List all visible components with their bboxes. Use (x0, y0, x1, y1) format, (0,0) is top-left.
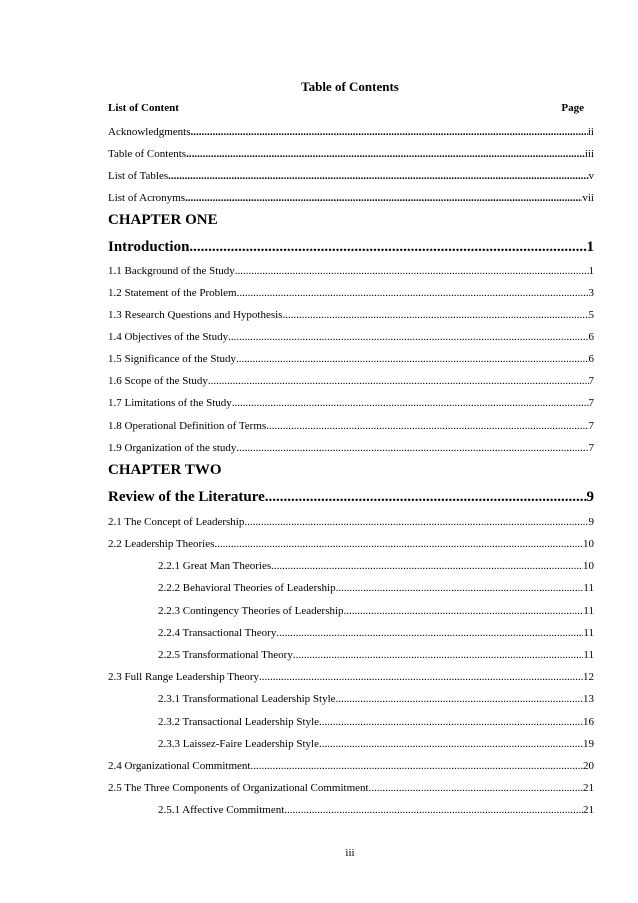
toc-entry-label: Acknowledgments (108, 126, 191, 138)
dot-leader (293, 648, 584, 662)
toc-entry-page: 11 (583, 627, 594, 639)
chapter-two-heading: CHAPTER TWO (108, 462, 222, 478)
toc-header-right: Page (561, 102, 584, 114)
dot-leader (250, 759, 583, 773)
toc-entry-page: 7 (588, 420, 594, 432)
toc-entry-page: 6 (588, 331, 594, 343)
toc-entry-label: 2.3.3 Laissez-Faire Leadership Style (158, 738, 319, 750)
toc-entry[interactable] (108, 330, 594, 344)
toc-entry-label: 2.3 Full Range Leadership Theory (108, 671, 260, 683)
toc-entry[interactable] (158, 648, 594, 662)
toc-entry-page: ii (587, 126, 594, 138)
toc-entry-page: v (588, 170, 594, 182)
toc-entry-label: 2.2.3 Contingency Theories of Leadership (158, 605, 344, 617)
toc-entry[interactable] (158, 559, 594, 573)
toc-entry[interactable] (108, 759, 594, 773)
toc-entry[interactable] (108, 374, 594, 388)
toc-entry-label: 2.5 The Three Components of Organizational Commitment (108, 782, 369, 794)
toc-entry-page: 1 (588, 265, 594, 277)
toc-entry-label: Table of Contents (108, 148, 187, 160)
toc-entry[interactable] (158, 715, 594, 729)
toc-entry-page: 10 (583, 538, 594, 550)
toc-entry-label: 1.8 Operational Definition of Terms. (108, 420, 269, 432)
toc-entry-label: 2.2.5 Transformational Theory (158, 649, 293, 661)
toc-entry-label: 2.2.1 Great Man Theories (158, 560, 272, 572)
toc-entry-page: 6 (588, 353, 594, 365)
toc-entry-label: 2.4 Organizational Commitment (108, 760, 251, 772)
toc-entry-page: 9 (586, 489, 594, 505)
toc-entry[interactable] (108, 352, 594, 366)
toc-entry-page: 11 (583, 582, 594, 594)
toc-entry-list-of-tables[interactable] (108, 169, 594, 183)
toc-entry[interactable] (158, 737, 594, 751)
toc-entry-page: 7 (588, 397, 594, 409)
toc-entry[interactable] (108, 781, 594, 795)
toc-entry[interactable] (108, 286, 594, 300)
toc-entry-page: 3 (588, 287, 594, 299)
toc-entry-label: Introduction (108, 239, 190, 255)
toc-entry[interactable] (108, 419, 594, 433)
dot-leader (319, 737, 583, 751)
toc-entry[interactable] (108, 308, 594, 322)
toc-entry-page: 5 (588, 309, 594, 321)
dot-leader (276, 626, 583, 640)
toc-entry-page: 16 (583, 716, 594, 728)
toc-entry[interactable] (158, 626, 594, 640)
dot-leader (168, 169, 588, 183)
toc-entry-label: 2.5.1 Affective Commitment (158, 804, 285, 816)
toc-entry-label: 1.1 Background of the Study (108, 265, 235, 277)
toc-entry-page: 7 (588, 442, 594, 454)
toc-entry[interactable] (108, 537, 594, 551)
toc-entry-label: 1.2 Statement of the Problem (108, 287, 237, 299)
dot-leader (235, 264, 589, 278)
toc-entry-page: 13 (583, 693, 594, 705)
toc-entry-label: 2.2 Leadership Theories (108, 538, 215, 550)
dot-leader (336, 692, 583, 706)
toc-entry[interactable] (158, 604, 594, 618)
toc-entry-acknowledgments[interactable] (108, 125, 594, 139)
dot-leader (236, 352, 588, 366)
toc-header-left: List of Content (108, 102, 179, 114)
toc-entry-label: 1.6 Scope of the Study (108, 375, 208, 387)
toc-entry-label: 2.3.1 Transformational Leadership Style (158, 693, 336, 705)
dot-leader (271, 559, 583, 573)
toc-entry-label: 1.5 Significance of the Study (108, 353, 237, 365)
dot-leader (265, 488, 587, 506)
dot-leader (185, 191, 582, 205)
dot-leader (190, 125, 587, 139)
toc-entry-page: 12 (583, 671, 594, 683)
toc-entry[interactable] (158, 692, 594, 706)
dot-leader (237, 286, 589, 300)
dot-leader (228, 330, 588, 344)
dot-leader (369, 781, 583, 795)
dot-leader (344, 604, 584, 618)
toc-entry[interactable] (158, 581, 594, 595)
toc-entry[interactable] (108, 515, 594, 529)
toc-entry-label: 2.2.4 Transactional Theory (158, 627, 277, 639)
toc-entry-page: 21 (583, 804, 594, 816)
toc-entry-page: 20 (583, 760, 594, 772)
toc-entry-label: 1.3 Research Questions and Hypothesis (108, 309, 283, 321)
dot-leader (284, 803, 583, 817)
toc-entry-page: 1 (586, 239, 594, 255)
toc-entry-page: vii (582, 192, 594, 204)
toc-entry-label: 2.1 The Concept of Leadership (108, 516, 245, 528)
toc-entry-label: 1.4 Objectives of the Study (108, 331, 229, 343)
toc-entry-page: 11 (583, 605, 594, 617)
dot-leader (214, 537, 583, 551)
dot-leader (208, 374, 589, 388)
dot-leader (282, 308, 588, 322)
toc-entry-page: 9 (588, 516, 594, 528)
page-title: Table of Contents (301, 79, 399, 94)
toc-entry-page: iii (584, 148, 594, 160)
toc-entry-label: List of Tables (108, 170, 169, 182)
toc-entry[interactable] (158, 803, 594, 817)
toc-entry-page: 10 (583, 560, 594, 572)
toc-entry-list-of-acronyms[interactable] (108, 191, 594, 205)
dot-leader (319, 715, 583, 729)
dot-leader (259, 670, 583, 684)
toc-entry-label: 2.2.2 Behavioral Theories of Leadership (158, 582, 336, 594)
toc-entry[interactable] (108, 441, 594, 455)
toc-entry-table-of-contents[interactable] (108, 147, 594, 161)
dot-leader (186, 147, 585, 161)
dot-leader (269, 419, 589, 433)
toc-entry-label: 1.7 Limitations of the Study (108, 397, 232, 409)
toc-entry-label: List of Acronyms (108, 192, 185, 204)
toc-entry-label: 2.3.2 Transactional Leadership Style (158, 716, 320, 728)
toc-entry[interactable] (108, 670, 594, 684)
toc-entry-introduction[interactable] (108, 238, 594, 256)
toc-entry-page: 19 (583, 738, 594, 750)
toc-entry[interactable] (108, 396, 594, 410)
dot-leader (232, 396, 589, 410)
toc-entry-page: 7 (588, 375, 594, 387)
toc-entry-page: 21 (583, 782, 594, 794)
toc-entry[interactable] (108, 264, 594, 278)
dot-leader (189, 238, 586, 256)
toc-entry-review-of-literature[interactable] (108, 488, 594, 506)
dot-leader (244, 515, 588, 529)
chapter-one-heading: CHAPTER ONE (108, 212, 218, 228)
dot-leader (236, 441, 588, 455)
toc-header (108, 102, 584, 114)
toc-entry-page: 11 (583, 649, 594, 661)
page-number: iii (345, 847, 355, 859)
toc-entry-label: Review of the Literature (108, 489, 265, 505)
toc-entry-label: 1.9 Organization of the study (108, 442, 237, 454)
dot-leader (336, 581, 584, 595)
